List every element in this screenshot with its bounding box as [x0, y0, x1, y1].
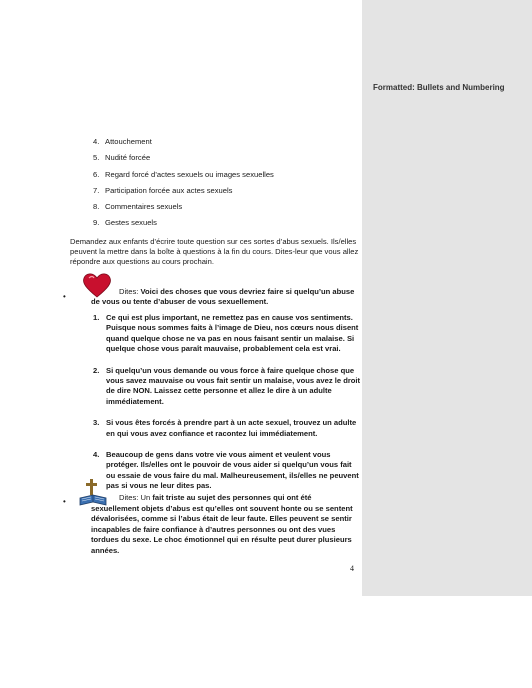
list-item: 8. Commentaires sexuels	[93, 202, 183, 212]
list-item: 6. Regard forcé d’actes sexuels ou images sexuelles	[93, 169, 274, 179]
list-item: 5. Nudité forcée	[93, 153, 151, 163]
list-item: 1. Ce qui est plus important, ne remettez pas en cause vos sentiments. Puisque nous sommes faits à l’image de Dieu, nos cœurs nous disent quand quelque chose ne va pas en nous faisant sentir un malaise. Si quelque chose vous paraît mauvaise, probablement cela est vrai.	[93, 313, 359, 354]
page-number: 4	[350, 564, 354, 573]
list-item: 2. Si quelqu’un vous demande ou vous force à faire quelque chose que vous savez mauvaise ou vous fait sentir un malaise, vous avez le droit de dire NON. Laissez cette personne et allez le dire à un adulte immédiatement.	[93, 365, 361, 406]
list-item: 4. Beaucoup de gens dans votre vie vous aiment et veulent vous protéger. Ils/elles ont le pouvoir de vous aider si quelqu’un vous fait ou essaie de vous faire du mal. Malheureusement, ils/elles ne peuvent pas si vous ne leur dites pas.	[93, 450, 359, 491]
formatting-comment[interactable]: Formatted: Bullets and Numbering	[373, 83, 505, 92]
list-item: 9. Gestes sexuels	[93, 218, 157, 228]
instruction-paragraph: Demandez aux enfants d’écrire toute question sur ces sortes d’abus sexuels. Ils/elles peuvent la mettre dans la boîte à questions à la fin du cours. Dites-leur que vous allez répondre aux questions au cours prochain.	[70, 237, 359, 267]
bullet-marker: •	[63, 497, 66, 506]
advice-list	[93, 313, 361, 503]
says-block-1: Dites: Voici des choses que vous devriez faire si quelqu’un abuse de vous ou tente d’abuser de vous sexuellement.	[91, 287, 355, 307]
bullet-marker: •	[63, 292, 66, 301]
numbered-list	[93, 137, 353, 235]
says-block-2: Dites: Un fait triste au sujet des personnes qui ont été sexuellement objets d’abus est qu’elles ont souvent honte ou se sentent dévalorisées, comme si l’abus était de leur faute. Elles peuvent se sentir incapables de faire confiance à d’autres personnes ou ont des vues tordues du sexe. Le choc émotionnel qui en résulte peut durer plusieurs années.	[91, 493, 353, 555]
list-item: 3. Si vous êtes forcés à prendre part à un acte sexuel, trouvez un adulte en qui vous avez confiance et racontez lui immédiatement.	[93, 418, 357, 438]
list-item: 4. Attouchement	[93, 137, 152, 146]
list-item: 7. Participation forcée aux actes sexuels	[93, 185, 233, 195]
